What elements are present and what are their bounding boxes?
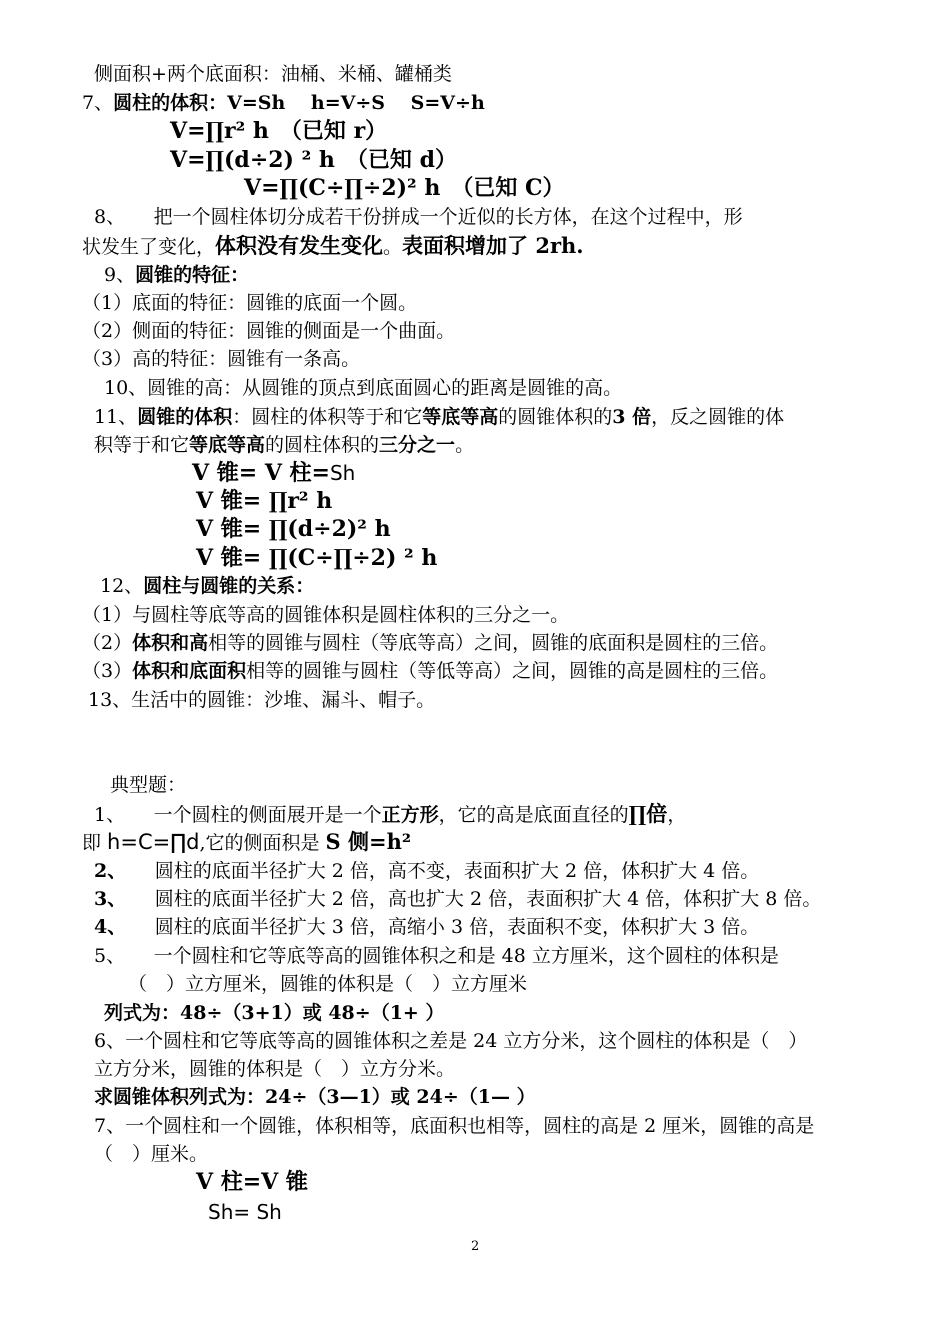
line-item-11-cont: 积等于和它等底等高的圆柱体积的三分之一。: [94, 434, 475, 456]
line-item-10: 10、圆锥的高：从圆锥的顶点到底面圆心的距离是圆锥的高。: [104, 377, 623, 399]
problem-7-cont: （ ）厘米。: [94, 1143, 209, 1165]
problem-7: 7、一个圆柱和一个圆锥，体积相等，底面积也相等，圆柱的高是 2 厘米，圆锥的高是: [94, 1115, 815, 1137]
line-relationship-1: （1）与圆柱等底等高的圆锥体积是圆柱体积的三分之一。: [82, 604, 570, 626]
cone-formula-1: V 锥= V 柱=Sh: [192, 460, 356, 486]
problem-5-cont: （ ）立方厘米，圆锥的体积是（ ）立方厘米: [128, 973, 528, 995]
volume-unchanged: 体积没有发生变化: [215, 233, 384, 258]
formula-known-d: V=∏(d÷2) ² h （已知 d）: [170, 147, 457, 173]
problem-5-formula: 列式为：48÷（3+1）或 48÷（1+ ）: [104, 1002, 445, 1024]
item-number: 7、: [82, 92, 114, 114]
problem-7-formula-1: V 柱=V 锥: [196, 1169, 308, 1195]
problem-1: 1、 一个圆柱的侧面展开是一个正方形，它的高是底面直径的∏倍，: [94, 801, 687, 826]
line-item-8-cont: 状发生了变化，体积没有发生变化。表面积增加了 2rh.: [82, 233, 584, 258]
cone-formula-3: V 锥= ∏(d÷2)² h: [196, 516, 391, 542]
problem-6: 6、一个圆柱和它等底等高的圆锥体积之差是 24 立方分米，这个圆柱的体积是（ ）: [94, 1030, 808, 1052]
line-cylinder-volume-heading: [82, 91, 485, 115]
problem-6-formula: 求圆锥体积列式为：24÷（3—1）或 24÷（1— ）: [94, 1086, 536, 1108]
cone-formula-2: V 锥= ∏r² h: [196, 488, 333, 514]
formula-known-r: V=∏r² h （已知 r）: [170, 118, 388, 144]
line-relationship-heading: 12、圆柱与圆锥的关系：: [100, 575, 315, 597]
formula-known-c: V=∏(C÷∏÷2)² h （已知 C）: [244, 175, 565, 201]
cone-formula-4: V 锥= ∏(C÷∏÷2) ² h: [196, 545, 438, 571]
problem-4: 4、 圆柱的底面半径扩大 3 倍，高缩小 3 倍，表面积不变，体积扩大 3 倍。: [94, 916, 760, 938]
line-item-11: 11、圆锥的体积：圆柱的体积等于和它等底等高的圆锥体积的3 倍，反之圆锥的体: [94, 406, 785, 428]
line-item-8: 8、 把一个圆柱体切分成若干份拼成一个近似的长方体，在这个过程中，形: [94, 206, 743, 228]
problem-6-cont: 立方分米，圆锥的体积是（ ）立方分米。: [94, 1058, 456, 1080]
problem-2: 2、 圆柱的底面半径扩大 2 倍，高不变，表面积扩大 2 倍，体积扩大 4 倍。: [94, 860, 760, 882]
cone-features-title: 圆锥的特征：: [135, 264, 250, 286]
surface-increase: 表面积增加了 2rh.: [402, 233, 584, 258]
problem-7-formula-2: Sh= Sh: [208, 1200, 282, 1224]
line-relationship-3: （3）体积和底面积相等的圆锥与圆柱（等低等高）之间，圆锥的高是圆柱的三倍。: [82, 660, 779, 682]
line-cone-base: （1）底面的特征：圆锥的底面一个圆。: [82, 292, 418, 314]
problem-3: 3、 圆柱的底面半径扩大 2 倍，高也扩大 2 倍，表面积扩大 4 倍，体积扩大 8 倍。: [94, 888, 822, 910]
line-item-13: 13、生活中的圆锥：沙堆、漏斗、帽子。: [88, 689, 436, 711]
page-number: 2: [471, 1239, 480, 1254]
problem-5: 5、 一个圆柱和它等底等高的圆锥体积之和是 48 立方厘米，这个圆柱的体积是: [94, 945, 779, 967]
line-cone-height: （3）高的特征：圆锥有一条高。: [82, 348, 361, 370]
line-cone-side: （2）侧面的特征：圆锥的侧面是一个曲面。: [82, 320, 456, 342]
problem-1-cont: 即 h=C=∏d,它的侧面积是 S 侧=h²: [82, 829, 412, 854]
line-relationship-2: （2）体积和高相等的圆锥与圆柱（等底等高）之间，圆锥的底面积是圆柱的三倍。: [82, 632, 779, 654]
cylinder-volume-title: 圆柱的体积：V=Sh h=V÷S S=V÷h: [113, 92, 485, 114]
line-lateral-area: 侧面积+两个底面积：油桶、米桶、罐桶类: [94, 63, 452, 85]
typical-problems-heading: 典型题：: [110, 774, 187, 796]
line-cone-features-heading: 9、圆锥的特征：: [104, 264, 250, 286]
